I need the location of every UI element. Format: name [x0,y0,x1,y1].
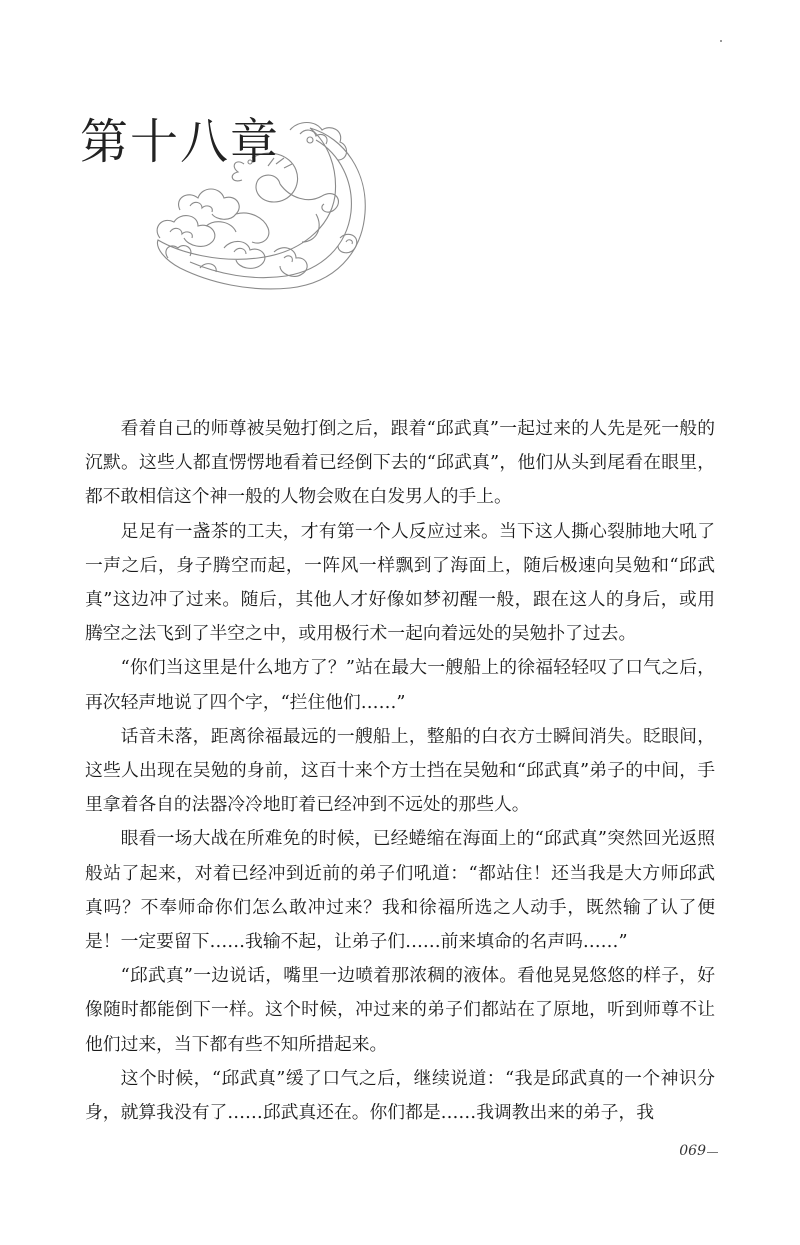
chapter-title: 第十八章 [80,114,281,170]
paragraph: 这个时候，“邱武真”缓了口气之后，继续说道：“我是邱武真的一个神识分身，就算我没有了……邱武真还在。你们都是……我调教出来的弟子，我 [85,1067,715,1124]
paragraph: 眼看一场大战在所难免的时候，已经蜷缩在海面上的“邱武真”突然回光返照般站了起来，对着已经冲到近前的弟子们吼道：“都站住！还当我是大方师邱武真吗？不奉师命你们怎么敢冲过来？我和徐福所选之人动手，既然输了认了便是！一定要留下……我输不起，让弟子们……前来填命的名声吗……” [85,828,715,953]
chapter-body [85,412,715,1130]
paragraph: 话音未落，距离徐福最远的一艘船上，整船的白衣方士瞬间消失。眨眼间，这些人出现在吴勉的身前，这百十来个方士挡在吴勉和“邱武真”弟子的中间，手里拿着各自的法器冷冷地盯着已经冲到不远处的那些人。 [85,725,715,816]
paragraph: 足足有一盏茶的工夫，才有第一个人反应过来。当下这人撕心裂肺地大吼了一声之后，身子腾空而起，一阵风一样飘到了海面上，随后极速向吴勉和“邱武真”这边冲了过来。随后，其他人才好像如梦初醒一般，跟在这人的身后，或用腾空之法飞到了半空之中，或用极行术一起向着远处的吴勉扑了过去。 [85,520,715,645]
page-number: 069 [679,1143,706,1159]
paragraph: “你们当这里是什么地方了？”站在最大一艘船上的徐福轻轻叹了口气之后，再次轻声地说了四个字，“拦住他们……” [85,657,715,713]
scan-dot [720,40,722,42]
paragraph: 看着自己的师尊被吴勉打倒之后，跟着“邱武真”一起过来的人先是死一般的沉默。这些人都直愣愣地看着已经倒下去的“邱武真”，他们从头到尾看在眼里，都不敢相信这个神一般的人物会败在白发男人的手上。 [85,418,715,508]
paragraph: “邱武真”一边说话，嘴里一边喷着那浓稠的液体。看他晃晃悠悠的样子，好像随时都能倒下一样。这个时候，冲过来的弟子们都站在了原地，听到师尊不让他们过来，当下都有些不知所措起来。 [85,965,715,1055]
page-number-rule [707,1152,718,1153]
